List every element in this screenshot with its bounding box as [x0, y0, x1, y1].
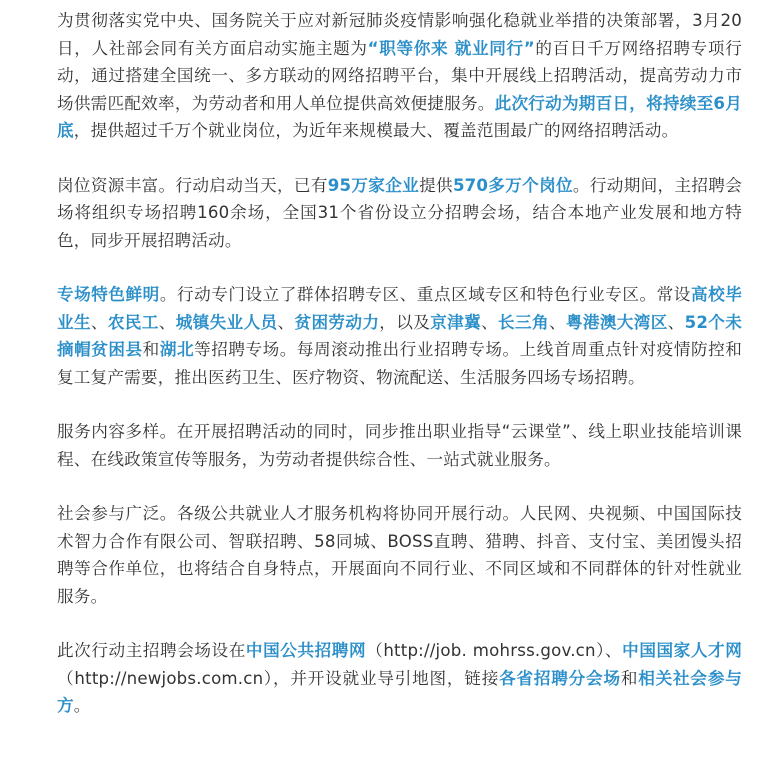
- body-text: 和: [142, 340, 160, 359]
- highlighted-text: 粤港澳大湾区: [565, 312, 668, 332]
- body-text: 提供: [419, 175, 453, 195]
- highlighted-text: “职等你来 就业同行”: [367, 38, 535, 58]
- paragraph-job-resources: [57, 172, 742, 255]
- highlighted-text: 农民工: [107, 312, 159, 332]
- paragraph-intro: [57, 7, 742, 145]
- body-text: 。行动专门设立了群体招聘专区、重点区域专区和特色行业专区。常设: [159, 285, 691, 304]
- highlighted-text: 城镇失业人员: [175, 312, 278, 332]
- body-text: 。: [73, 696, 91, 715]
- body-text: 此次行动主招聘会场设在: [57, 641, 246, 660]
- highlighted-text: 长三角: [498, 312, 549, 332]
- highlighted-text: 专场特色鲜明: [57, 285, 160, 304]
- highlighted-text: 湖北: [159, 340, 195, 359]
- body-text: 、: [481, 312, 499, 332]
- body-text: 等招聘专场。每周滚动推出行业招聘专场。上线首周重点针对疫情防控和复工复产需要，推出医药卫生、医疗物资、物流配送、生活服务四场专场招聘。: [57, 340, 743, 387]
- highlighted-text: 此次行动为期百日，将持续至6月底: [57, 93, 743, 140]
- body-text: 、: [277, 312, 295, 332]
- body-text: 为贯彻落实党中央、国务院关于应对新冠肺炎疫情影响强化稳就业举措的决策部署，3月20日，人社部会同有关方面启动实施主题为: [57, 11, 742, 58]
- body-text: 、: [548, 312, 566, 332]
- body-text: 社会参与广泛。各级公共就业人才服务机构将协同开展行动。人民网、央视频、中国国际技术智力合作有限公司、智联招聘、58同城、BOSS直聘、猎聘、抖音、支付宝、美团馒头招聘等合作单位，也将结合自身特点，开展面向不同行业、不同区域和不同群体的针对性就业服务。: [57, 504, 742, 606]
- body-text: 、: [667, 312, 685, 332]
- highlighted-text: 52个未摘帽贫困县: [57, 312, 743, 359]
- body-text: 服务内容多样。在开展招聘活动的同时，同步推出职业指导“云课堂”、线上职业技能培训课程、在线政策宣传等服务，为劳动者提供综合性、一站式就业服务。: [57, 422, 742, 469]
- paragraph-social-participation: [57, 500, 742, 610]
- body-text: （http://newjobs.com.cn），并开设就业导引地图，链接: [57, 668, 500, 688]
- highlighted-text: 京津冀: [430, 312, 482, 332]
- body-text: （http://job. mohrss.gov.cn）、: [366, 641, 623, 660]
- highlighted-text: 相关社会参与方: [57, 668, 743, 715]
- highlighted-text: 中国公共招聘网: [245, 641, 367, 660]
- highlighted-text: 570多万个岗位: [452, 175, 573, 195]
- body-text: ，提供超过千万个就业岗位，为近年来规模最大、覆盖范围最广的网络招聘活动。: [73, 121, 679, 140]
- body-text: ，以及: [379, 312, 431, 332]
- body-text: 和: [620, 668, 639, 688]
- paragraph-special-sessions: [57, 281, 742, 391]
- body-text: 、: [90, 312, 108, 332]
- body-text: 的百日千万网络招聘专项行动，通过搭建全国统一、多方联动的网络招聘平台，集中开展线上招聘活动，提高劳动力市场供需匹配效率，为劳动者和用人单位提供高效便捷服务。: [57, 38, 742, 113]
- paragraph-services: [57, 418, 742, 473]
- paragraph-main-venue: [57, 637, 742, 720]
- body-text: 岗位资源丰富。行动启动当天，已有: [57, 175, 328, 195]
- highlighted-text: 高校毕业生: [57, 285, 742, 332]
- highlighted-text: 各省招聘分会场: [499, 668, 621, 688]
- highlighted-text: 贫困劳动力: [294, 312, 380, 332]
- body-text: 。行动期间，主招聘会场将组织专场招聘160余场，全国31个省份设立分招聘会场，结合本地产业发展和地方特色，同步开展招聘活动。: [57, 175, 743, 250]
- body-text: 、: [158, 312, 176, 332]
- highlighted-text: 95万家企业: [327, 175, 420, 195]
- highlighted-text: 中国国家人才网: [622, 641, 742, 660]
